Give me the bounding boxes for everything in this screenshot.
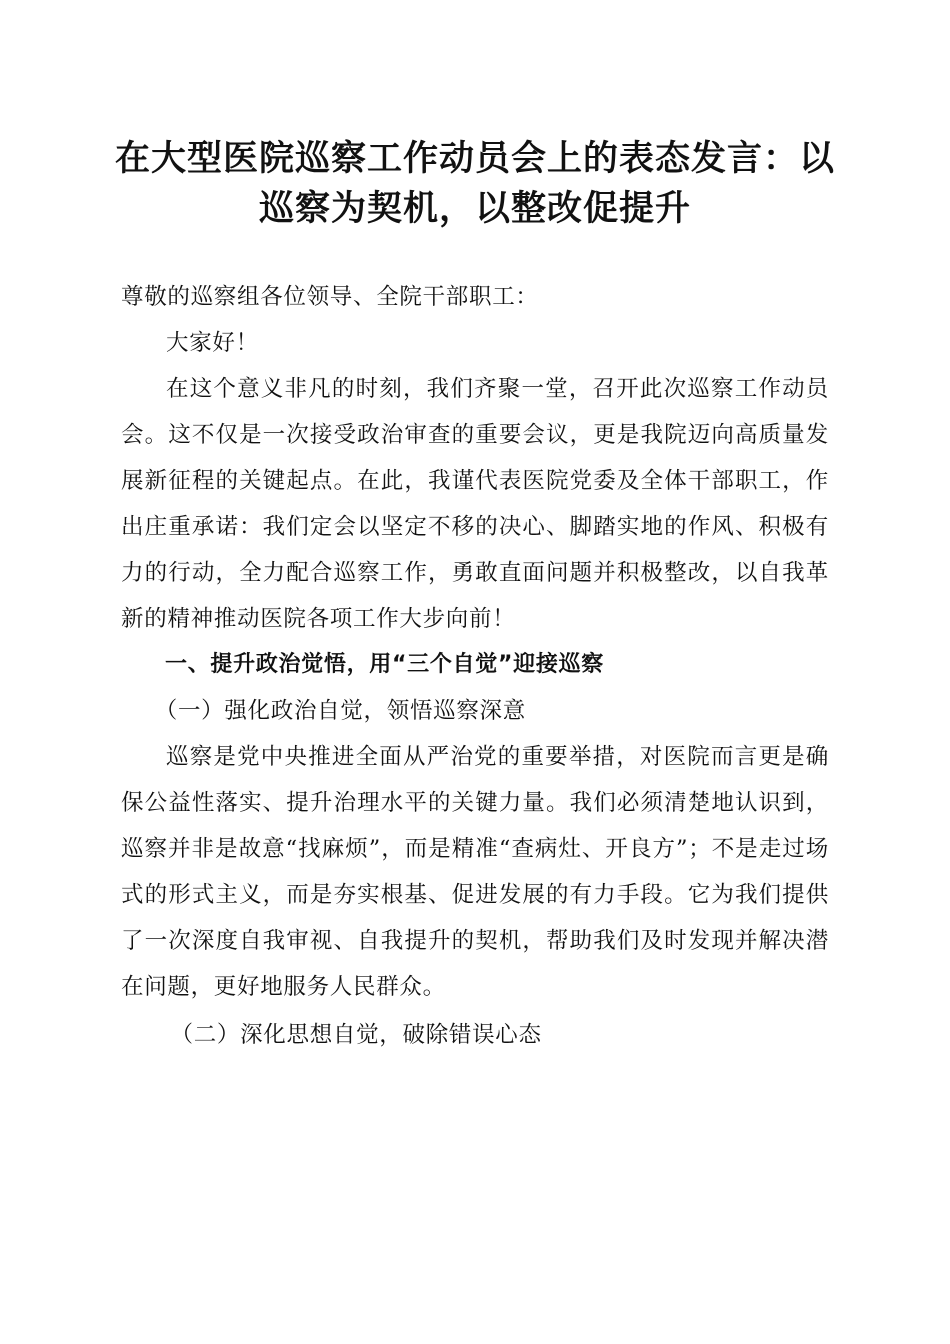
section-1-heading: 一、提升政治觉悟，用“三个自觉”迎接巡察	[165, 652, 604, 677]
subsection-2-heading: （二）深化思想自觉，破除错误心态	[170, 1022, 542, 1048]
document-body	[121, 274, 829, 1058]
salutation: 尊敬的巡察组各位领导、全院干部职工：	[121, 284, 539, 310]
subsection-1-paragraph: 巡察是党中央推进全面从严治党的重要举措，对医院而言更是确保公益性落实、提升治理水平的关键力量。我们必须清楚地认识到，巡察并非是故意“找麻烦”，而是精准“查病灶、开良方”；不是走过场式的形式主义，而是夯实根基、促进发展的有力手段。它为我们提供了一次深度自我审视、自我提升的契机，帮助我们及时发现并解决潜在问题，更好地服务人民群众。	[121, 744, 829, 1000]
title-line-2: 巡察为契机，以整改促提升	[258, 188, 691, 229]
intro-paragraph: 在这个意义非凡的时刻，我们齐聚一堂，召开此次巡察工作动员会。这不仅是一次接受政治审查的重要会议，更是我院迈向高质量发展新征程的关键起点。在此，我谨代表医院党委及全体干部职工，作出庄重承诺：我们定会以坚定不移的决心、脚踏实地的作风、积极有力的行动，全力配合巡察工作，勇敢直面问题并积极整改，以自我革新的精神推动医院各项工作大步向前！	[121, 376, 829, 632]
greeting: 大家好！	[166, 330, 259, 356]
title-line-1: 在大型医院巡察工作动员会上的表态发言：以	[114, 138, 835, 179]
document-title	[100, 134, 850, 234]
subsection-1-heading: （一）强化政治自觉，领悟巡察深意	[154, 698, 526, 724]
